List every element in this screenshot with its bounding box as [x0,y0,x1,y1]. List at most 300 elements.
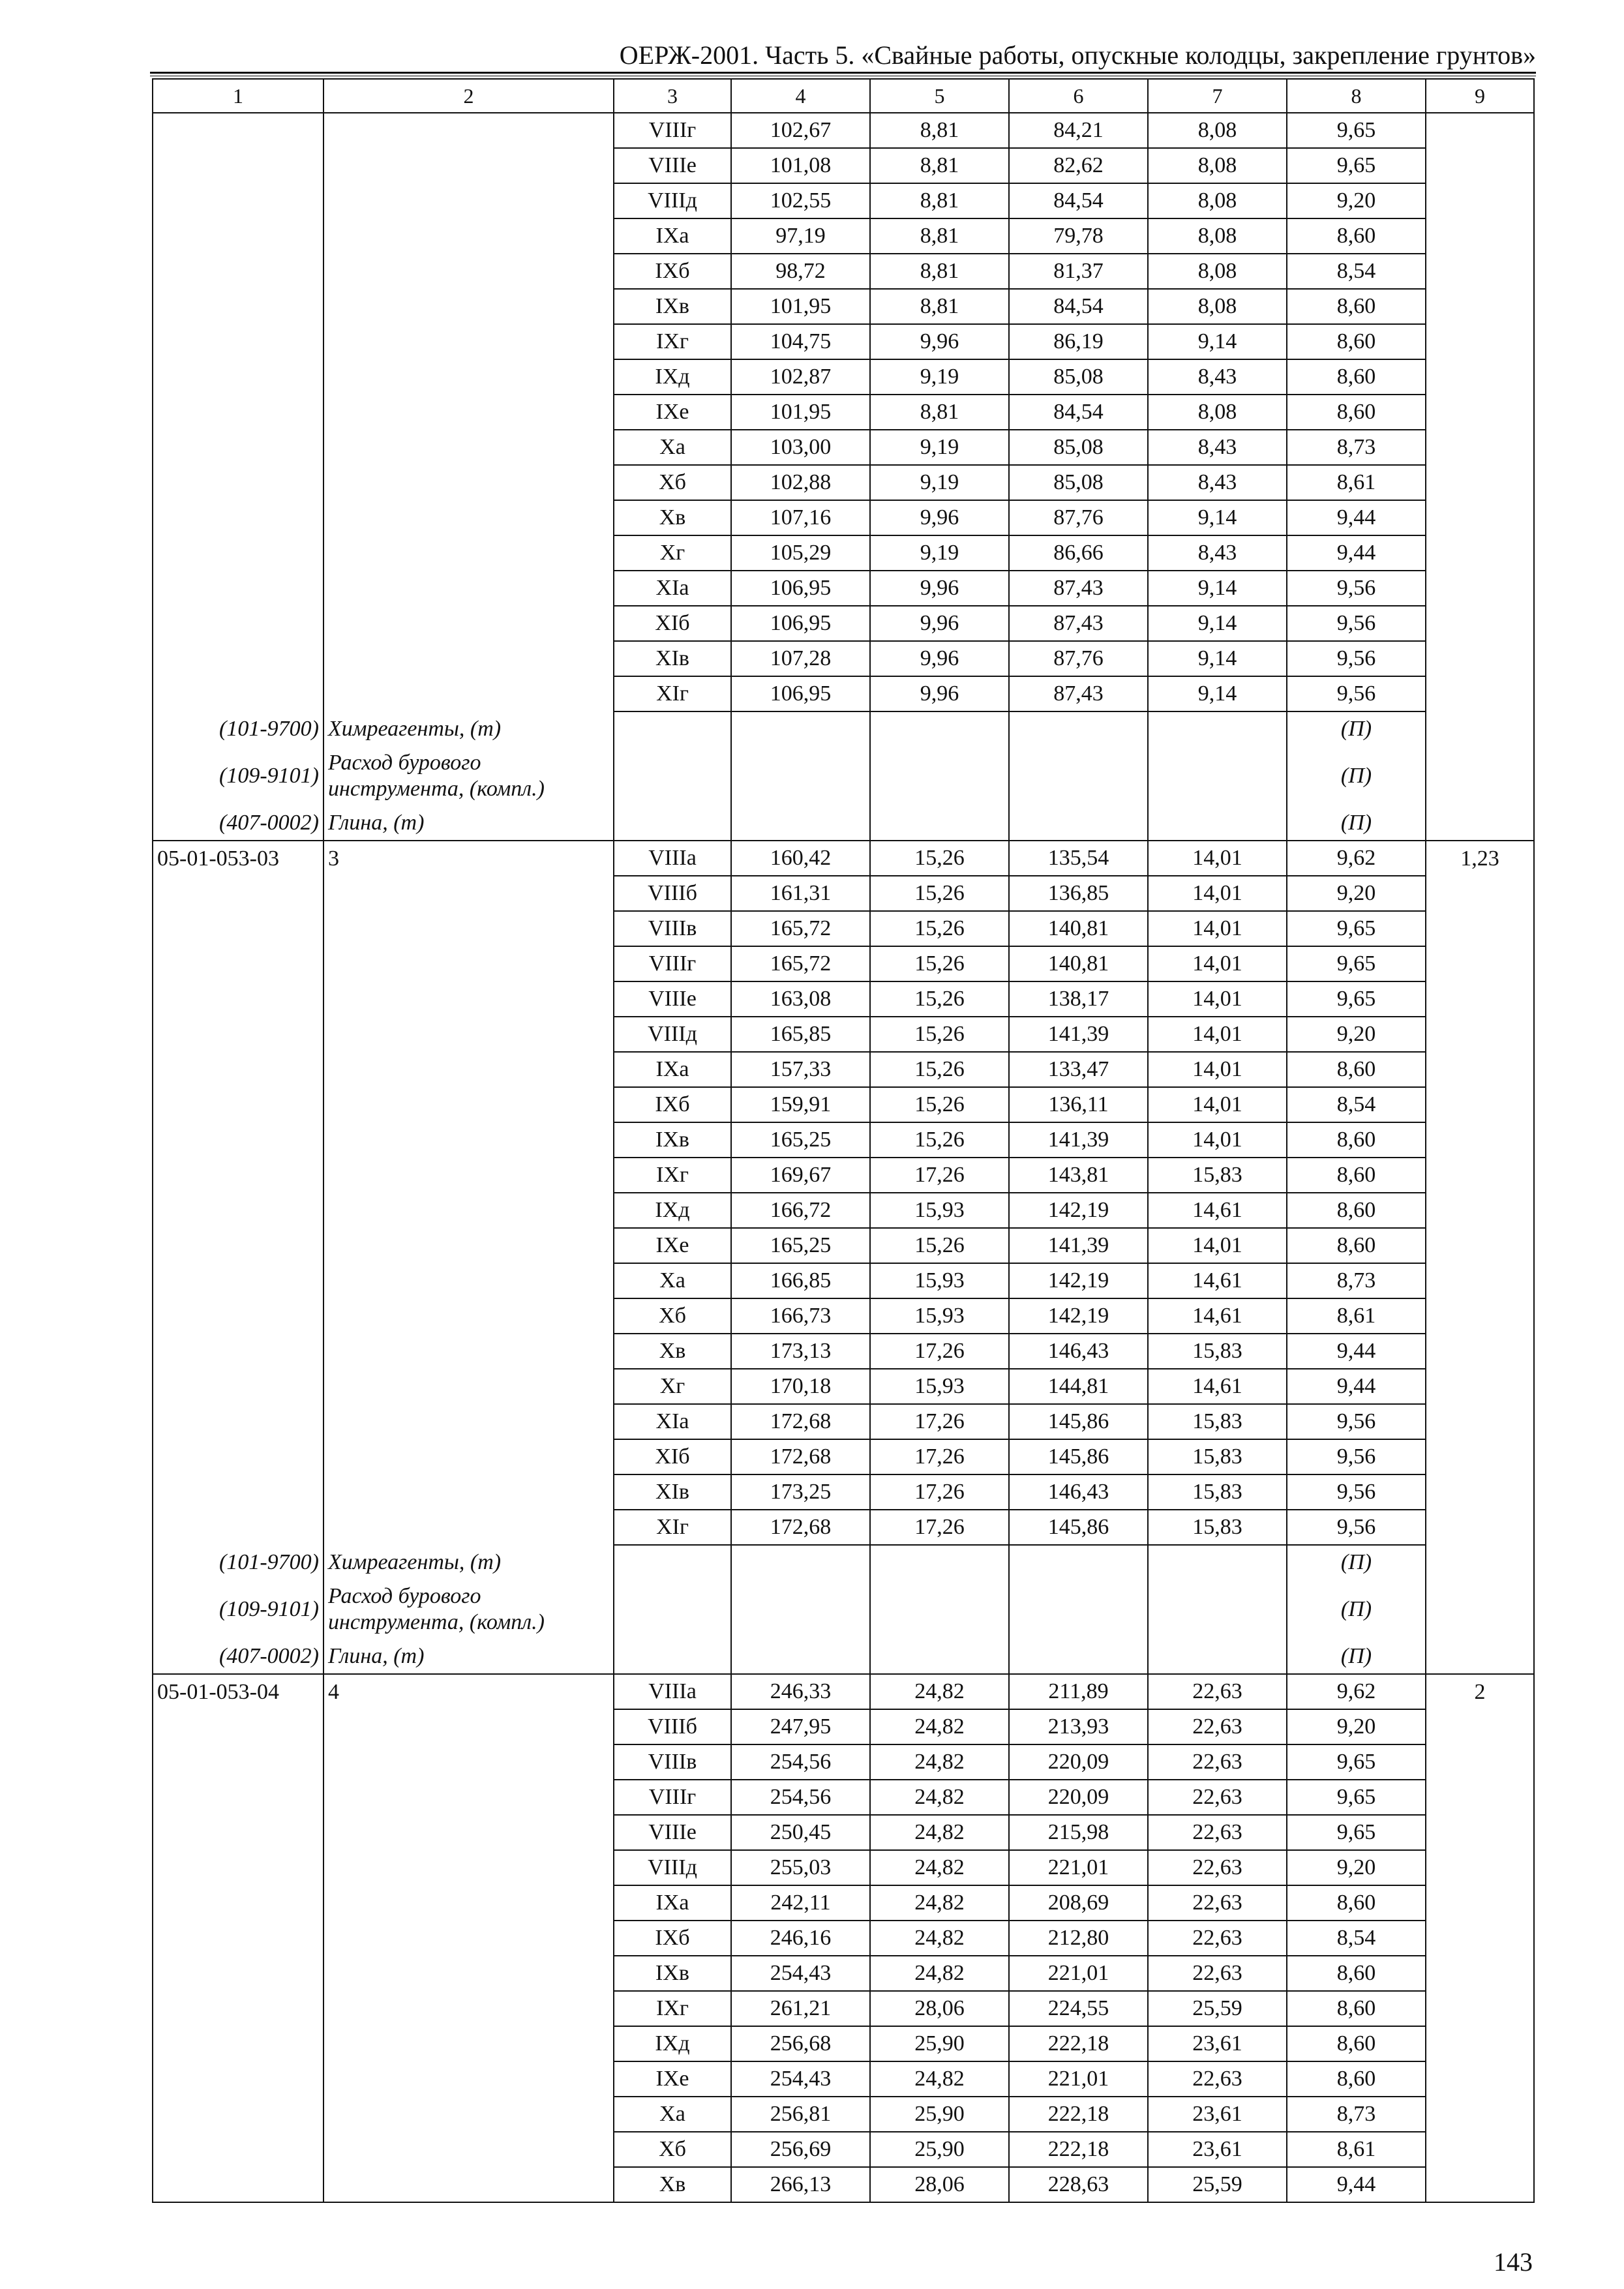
empty-cell [153,1850,323,1885]
value-cell: 9,62 [1287,1674,1426,1709]
value-cell: 9,14 [1148,324,1287,359]
soil-group: VIIIе [614,148,731,183]
soil-group: XIг [614,1510,731,1545]
empty-cell [1426,806,1534,841]
value-cell: 9,20 [1287,1017,1426,1052]
value-cell: 8,61 [1287,1298,1426,1334]
value-cell: 9,14 [1148,606,1287,641]
table-row [153,324,1534,359]
table-row [153,359,1534,395]
material-marker: (П) [1287,1579,1426,1639]
table-row [153,465,1534,500]
value-cell: 87,43 [1009,606,1148,641]
soil-group: IXа [614,1052,731,1087]
value-cell: 255,03 [731,1850,870,1885]
value-cell: 102,67 [731,113,870,148]
value-cell: 15,26 [870,1017,1009,1052]
value-cell: 15,83 [1148,1510,1287,1545]
value-cell: 9,56 [1287,641,1426,676]
empty-cell [1426,148,1534,183]
value-cell: 254,56 [731,1744,870,1780]
value-cell: 8,81 [870,183,1009,218]
table-row [153,183,1534,218]
empty-cell [153,254,323,289]
empty-cell [323,1510,614,1545]
value-cell: 213,93 [1009,1709,1148,1744]
empty-cell [1426,500,1534,535]
value-cell: 24,82 [870,1956,1009,1991]
value-cell: 157,33 [731,1052,870,1087]
soil-group: XIа [614,571,731,606]
value-cell: 266,13 [731,2167,870,2202]
empty-cell [1426,395,1534,430]
soil-group: IXе [614,2061,731,2097]
empty-cell [153,1815,323,1850]
value-cell: 8,60 [1287,324,1426,359]
value-cell: 15,26 [870,876,1009,911]
value-cell: 101,95 [731,289,870,324]
value-cell: 9,65 [1287,1780,1426,1815]
empty-cell [1426,1052,1534,1087]
value-cell: 166,73 [731,1298,870,1334]
empty-cell [323,1158,614,1193]
value-cell: 165,72 [731,946,870,981]
empty-cell [1426,641,1534,676]
value-cell: 22,63 [1148,1850,1287,1885]
value-cell: 136,11 [1009,1087,1148,1122]
empty-cell [323,1815,614,1850]
empty-cell [153,1744,323,1780]
material-code: (101-9700) [153,1545,323,1579]
empty-cell [1426,1639,1534,1674]
empty-cell [323,395,614,430]
empty-cell [153,1087,323,1122]
value-cell: 23,61 [1148,2132,1287,2167]
soil-group: Xб [614,2132,731,2167]
value-cell: 17,26 [870,1510,1009,1545]
material-name: Расход бурового инструмента, (компл.) [323,746,614,806]
value-cell: 17,26 [870,1439,1009,1474]
table-row [153,2097,1534,2132]
table-row [153,1017,1534,1052]
column-number: 4 [731,79,870,113]
value-cell: 14,01 [1148,1228,1287,1263]
empty-cell [1148,1579,1287,1639]
value-cell: 8,60 [1287,1885,1426,1921]
empty-cell [1426,1334,1534,1369]
empty-cell [153,676,323,711]
value-cell: 87,43 [1009,571,1148,606]
column-number: 8 [1287,79,1426,113]
empty-cell [153,1334,323,1369]
empty-cell [323,1298,614,1334]
soil-group: IXб [614,1921,731,1956]
empty-cell [323,1439,614,1474]
empty-cell [323,1956,614,1991]
value-cell: 143,81 [1009,1158,1148,1193]
empty-cell [153,148,323,183]
empty-cell [323,289,614,324]
value-cell: 261,21 [731,1991,870,2026]
empty-cell [614,1639,731,1674]
value-cell: 8,81 [870,254,1009,289]
empty-cell [323,981,614,1017]
rate-code: 05-01-053-04 [153,1674,323,1709]
empty-cell [153,1474,323,1510]
empty-cell [323,1850,614,1885]
value-cell: 141,39 [1009,1122,1148,1158]
value-cell: 8,60 [1287,359,1426,395]
soil-group: IXд [614,2026,731,2061]
value-cell: 14,61 [1148,1263,1287,1298]
value-cell: 87,76 [1009,641,1148,676]
value-cell: 222,18 [1009,2132,1148,2167]
value-cell: 84,54 [1009,395,1148,430]
empty-cell [1426,1087,1534,1122]
empty-cell [731,1639,870,1674]
table-row [153,1510,1534,1545]
empty-cell [1426,1780,1534,1815]
value-cell: 250,45 [731,1815,870,1850]
header-rule [150,72,1536,74]
value-cell: 84,54 [1009,183,1148,218]
value-cell: 9,44 [1287,2167,1426,2202]
value-cell: 87,43 [1009,676,1148,711]
empty-cell [153,911,323,946]
value-cell: 9,56 [1287,1474,1426,1510]
empty-cell [153,1369,323,1404]
value-cell: 102,87 [731,359,870,395]
value-cell: 9,56 [1287,606,1426,641]
value-cell: 8,73 [1287,430,1426,465]
empty-cell [323,359,614,395]
empty-cell [153,1439,323,1474]
soil-group: Xг [614,1369,731,1404]
value-cell: 24,82 [870,1885,1009,1921]
empty-cell [1426,1991,1534,2026]
soil-group: IXе [614,395,731,430]
table-row [153,395,1534,430]
value-cell: 9,14 [1148,500,1287,535]
empty-cell [1426,981,1534,1017]
value-cell: 22,63 [1148,1956,1287,1991]
empty-cell [870,1545,1009,1579]
table-row [153,1956,1534,1991]
value-cell: 15,26 [870,1122,1009,1158]
soil-group: IXа [614,218,731,254]
column-number: 3 [614,79,731,113]
value-cell: 8,61 [1287,2132,1426,2167]
value-cell: 8,08 [1148,289,1287,324]
value-cell: 9,44 [1287,500,1426,535]
value-cell: 14,01 [1148,876,1287,911]
value-cell: 8,81 [870,113,1009,148]
soil-group: XIа [614,1404,731,1439]
empty-cell [153,606,323,641]
empty-cell [153,981,323,1017]
empty-cell [1426,1439,1534,1474]
value-cell: 8,60 [1287,1193,1426,1228]
empty-cell [1426,1744,1534,1780]
value-cell: 105,29 [731,535,870,571]
value-cell: 211,89 [1009,1674,1148,1709]
value-cell: 28,06 [870,2167,1009,2202]
value-cell: 24,82 [870,1850,1009,1885]
value-cell: 9,96 [870,676,1009,711]
empty-cell [1009,1545,1148,1579]
soil-group: Xв [614,2167,731,2202]
empty-cell [323,218,614,254]
soil-group: XIг [614,676,731,711]
empty-cell [323,1921,614,1956]
value-cell: 246,16 [731,1921,870,1956]
empty-cell [153,1956,323,1991]
value-cell: 142,19 [1009,1193,1148,1228]
empty-cell [323,2061,614,2097]
value-cell: 140,81 [1009,911,1148,946]
value-cell: 145,86 [1009,1510,1148,1545]
value-cell: 87,76 [1009,500,1148,535]
empty-cell [153,1052,323,1087]
rate-code: 05-01-053-03 [153,841,323,876]
value-cell: 25,59 [1148,1991,1287,2026]
column-number: 9 [1426,79,1534,113]
value-cell: 159,91 [731,1087,870,1122]
value-cell: 9,56 [1287,1404,1426,1439]
empty-cell [1426,876,1534,911]
value-cell: 101,95 [731,395,870,430]
empty-cell [1426,1263,1534,1298]
value-cell: 9,19 [870,359,1009,395]
value-cell: 9,14 [1148,641,1287,676]
value-cell: 8,43 [1148,359,1287,395]
empty-cell [323,1369,614,1404]
soil-group: XIб [614,606,731,641]
empty-cell [153,2132,323,2167]
empty-cell [323,535,614,571]
soil-group: IXг [614,1158,731,1193]
empty-cell [323,2097,614,2132]
value-cell: 9,19 [870,430,1009,465]
empty-cell [323,430,614,465]
rate-variant [323,113,614,148]
table-row [153,1228,1534,1263]
material-name: Химреагенты, (т) [323,1545,614,1579]
table-row [153,1193,1534,1228]
value-cell: 9,14 [1148,676,1287,711]
soil-group: IXа [614,1885,731,1921]
empty-cell [1426,1298,1534,1334]
table-row [153,606,1534,641]
empty-cell [1426,2026,1534,2061]
value-cell: 15,26 [870,911,1009,946]
material-name: Глина, (т) [323,806,614,841]
value-cell: 166,85 [731,1263,870,1298]
soil-group: IXв [614,289,731,324]
material-row [153,806,1534,841]
empty-cell [153,2026,323,2061]
value-cell: 9,65 [1287,946,1426,981]
value-cell: 85,08 [1009,359,1148,395]
empty-cell [1426,711,1534,746]
column-number: 5 [870,79,1009,113]
value-cell: 14,01 [1148,981,1287,1017]
empty-cell [153,1404,323,1439]
value-cell: 220,09 [1009,1780,1148,1815]
empty-cell [153,1709,323,1744]
table-row [153,1850,1534,1885]
value-cell: 15,93 [870,1369,1009,1404]
table-row [153,1369,1534,1404]
empty-cell [1426,571,1534,606]
value-cell: 142,19 [1009,1298,1148,1334]
value-cell: 98,72 [731,254,870,289]
empty-cell [1148,746,1287,806]
value-cell: 9,65 [1287,981,1426,1017]
value-cell: 208,69 [1009,1885,1148,1921]
empty-cell [153,324,323,359]
value-cell: 14,01 [1148,1017,1287,1052]
table-row [153,841,1534,876]
value-cell: 145,86 [1009,1439,1148,1474]
material-row [153,1545,1534,1579]
material-name: Химреагенты, (т) [323,711,614,746]
value-cell: 8,08 [1148,148,1287,183]
empty-cell [1426,1404,1534,1439]
value-cell: 15,83 [1148,1404,1287,1439]
rate-variant: 4 [323,1674,614,1709]
empty-cell [1426,289,1534,324]
value-cell: 15,83 [1148,1158,1287,1193]
empty-cell [1426,746,1534,806]
value-cell: 8,60 [1287,1122,1426,1158]
value-cell: 9,19 [870,465,1009,500]
value-cell: 220,09 [1009,1744,1148,1780]
value-cell: 247,95 [731,1709,870,1744]
empty-cell [323,911,614,946]
empty-cell [1426,2167,1534,2202]
value-cell: 14,01 [1148,841,1287,876]
empty-cell [614,1545,731,1579]
value-cell: 25,90 [870,2097,1009,2132]
empty-cell [153,218,323,254]
empty-cell [1426,1122,1534,1158]
value-cell: 106,95 [731,571,870,606]
empty-cell [1148,1545,1287,1579]
soil-group: VIIIа [614,1674,731,1709]
value-cell: 9,65 [1287,148,1426,183]
empty-cell [323,1474,614,1510]
table-row [153,1815,1534,1850]
empty-cell [153,1263,323,1298]
soil-group: Xб [614,465,731,500]
empty-cell [323,946,614,981]
empty-cell [323,676,614,711]
value-cell: 15,26 [870,841,1009,876]
table-row [153,1780,1534,1815]
value-cell: 242,11 [731,1885,870,1921]
empty-cell [323,1052,614,1087]
empty-cell [1426,359,1534,395]
table-row [153,1674,1534,1709]
value-cell: 106,95 [731,606,870,641]
soil-group: VIIIе [614,1815,731,1850]
soil-group: VIIIб [614,876,731,911]
table-row [153,2026,1534,2061]
soil-group: XIв [614,1474,731,1510]
soil-group: VIIIв [614,1744,731,1780]
rates-table [152,78,1535,2203]
soil-group: Xв [614,500,731,535]
value-cell: 9,96 [870,571,1009,606]
empty-cell [1426,465,1534,500]
soil-group: XIб [614,1439,731,1474]
value-cell: 15,26 [870,981,1009,1017]
empty-cell [323,1885,614,1921]
material-row [153,711,1534,746]
value-cell: 15,26 [870,1052,1009,1087]
empty-cell [1426,2061,1534,2097]
empty-cell [153,2061,323,2097]
value-cell: 25,59 [1148,2167,1287,2202]
value-cell: 24,82 [870,1709,1009,1744]
rate-code [153,113,323,148]
empty-cell [323,1263,614,1298]
value-cell: 9,14 [1148,571,1287,606]
empty-cell [323,2026,614,2061]
value-cell: 256,69 [731,2132,870,2167]
value-cell: 17,26 [870,1158,1009,1193]
value-cell: 107,16 [731,500,870,535]
value-cell: 22,63 [1148,1815,1287,1850]
value-cell: 8,08 [1148,254,1287,289]
value-cell: 24,82 [870,1744,1009,1780]
empty-cell [731,711,870,746]
empty-cell [153,359,323,395]
soil-group: VIIIв [614,911,731,946]
empty-cell [1426,1815,1534,1850]
empty-cell [323,1404,614,1439]
material-marker: (П) [1287,806,1426,841]
value-cell: 9,20 [1287,1850,1426,1885]
empty-cell [323,254,614,289]
value-cell: 8,54 [1287,254,1426,289]
table-row [153,1298,1534,1334]
soil-group: VIIIд [614,1017,731,1052]
value-cell: 146,43 [1009,1474,1148,1510]
empty-cell [153,641,323,676]
column-number: 6 [1009,79,1148,113]
empty-cell [153,946,323,981]
value-cell: 15,26 [870,946,1009,981]
value-cell: 8,60 [1287,1158,1426,1193]
value-cell: 165,72 [731,911,870,946]
empty-cell [323,1017,614,1052]
table-row [153,876,1534,911]
empty-cell [323,1709,614,1744]
empty-cell [1426,676,1534,711]
soil-group: Xа [614,430,731,465]
value-cell: 22,63 [1148,1709,1287,1744]
value-cell: 8,81 [870,148,1009,183]
empty-cell [731,1579,870,1639]
value-cell: 9,96 [870,606,1009,641]
value-cell: 15,26 [870,1228,1009,1263]
empty-cell [323,571,614,606]
empty-cell [1426,1885,1534,1921]
value-cell: 165,25 [731,1122,870,1158]
table-row [153,1122,1534,1158]
